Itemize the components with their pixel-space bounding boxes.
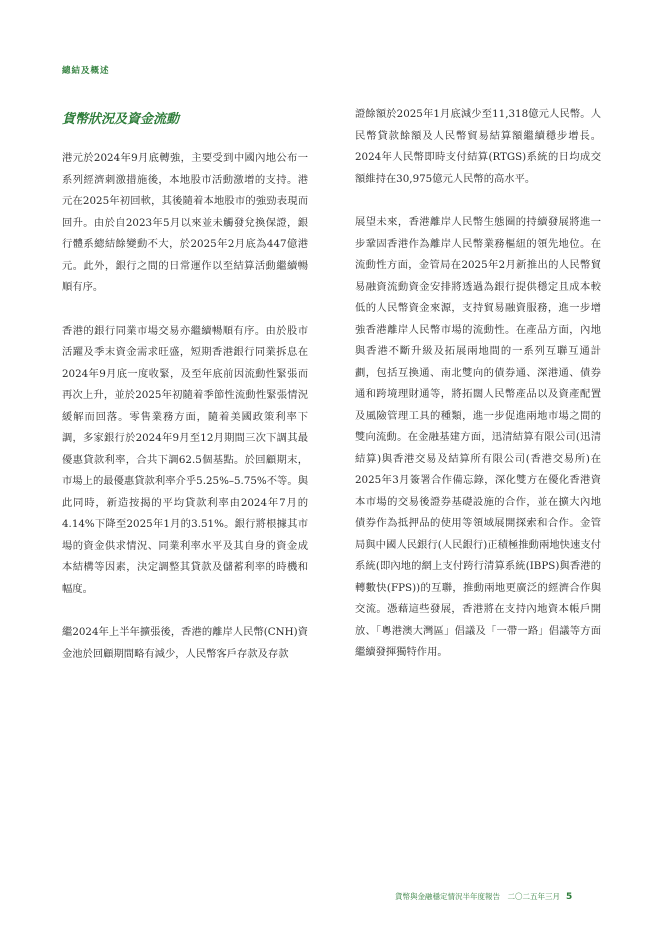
footer-publication: 貨幣與金融穩定情況半年度報告 二〇二五年三月 [395,892,560,901]
paragraph-cnh-pool: 繼2024年上半年擴張後，香港的離岸人民幣(CNH)資金池於回顧期間略有減少，人民幣客戶存款及存款 [62,626,308,660]
page-number: 5 [566,892,573,902]
section-title: 貨幣狀況及資金流動 [62,112,180,127]
left-column [62,148,308,687]
paragraph-hkd-exchange: 港元於2024年9月底轉強，主要受到中國內地公布一系列經濟刺激措施後，本地股市活動激增的支持。港元在2025年初回軟，其後隨着本地股市的強勁表現而回升。由於自2023年5月以來並未觸發兌換保證，銀行體系總結餘變動不大，於2025年2月底為447億港元。此外，銀行之間的日常運作以至結算活動繼續暢順有序。 [62,152,308,293]
paragraph-rmb-deposits: 證餘額於2025年1月底減少至11,318億元人民幣。人民幣貸款餘額及人民幣貿易結算額繼續穩步增長。2024年人民幣即時支付結算(RTGS)系統的日均成交額維持在30,975億元人民幣的高水平。 [355,108,601,185]
paragraph-interbank-market: 香港的銀行同業市場交易亦繼續暢順有序。由於股市活躍及季末資金需求旺盛，短期香港銀行同業拆息在2024年9月底一度收緊，及至年底前因流動性緊張而再次上升，並於2025年初隨着季節性流動性緊張情況緩解而回落。零售業務方面，隨着美國政策利率下調，多家銀行於2024年9月至12月期間三次下調其最優惠貸款利率，合共下調62.5個基點。於回顧期末，市場上的最優惠貸款利率介乎5.25%–5.75%不等。與此同時，新造按揭的平均貸款利率由2024年7月的4.14%下降至2025年1月的3.51%。銀行將根據其市場的資金供求情況、同業利率水平及其自身的資金成本結構等因素，決定調整其貸款及儲蓄利率的時機和幅度。 [62,324,308,595]
page-footer [395,891,572,902]
section-tag: 總結及概述 [62,66,110,76]
right-column [355,104,601,686]
paragraph-outlook: 展望未來，香港離岸人民幣生態圈的持續發展將進一步鞏固香港作為離岸人民幣業務樞紐的領先地位。在流動性方面，金管局在2025年2月新推出的人民幣貿易融資流動資金安排將透過為銀行提供穩定且成本較低的人民幣資金來源，支持貿易融資服務，進一步增強香港離岸人民幣市場的流動性。在產品方面，內地與香港不斷升級及拓展兩地間的一系列互聯互通計劃，包括互換通、南北雙向的債券通、深港通、債券通和跨境理財通等，將拓闊人民幣產品以及資產配置及風險管理工具的種類，進一步促進兩地市場之間的雙向流動。在金融基建方面，迅清結算有限公司(迅清結算)與香港交易及結算所有限公司(香港交易所)在2025年3月簽署合作備忘錄，深化雙方在優化香港資本市場的交易後證券基礎設施的合作，並在擴大內地債券作為抵押品的使用等領域展開探索和合作。金管局與中國人民銀行(人民銀行)正積極推動兩地快速支付系統(即內地的網上支付跨行清算系統(IBPS)與香港的轉數快(FPS))的互聯，推動兩地更廣泛的經濟合作與交流。憑藉這些發展，香港將在支持內地資本帳戶開放、「粵港澳大灣區」倡議及「一帶一路」倡議等方面繼續發揮獨特作用。 [355,216,601,658]
